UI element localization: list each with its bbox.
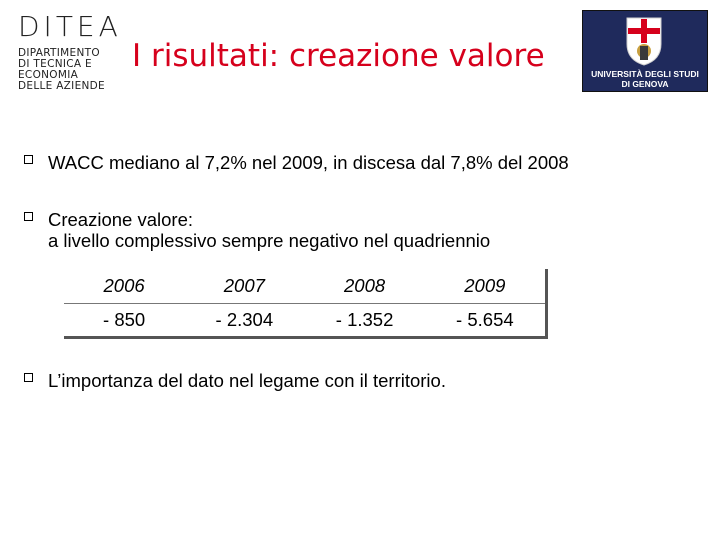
university-logo-line: UNIVERSITÀ DEGLI STUDI [591,69,699,79]
slide-title: I risultati: creazione valore [132,38,545,74]
bullet-text-line: a livello complessivo sempre negativo nel quadriennio [48,230,491,251]
ditea-logo-word: DITEA [18,10,122,43]
university-logo-line: DI GENOVA [621,79,669,89]
university-shield-icon [625,16,663,66]
square-bullet-icon [24,212,33,221]
ditea-logo-line: DI TECNICA E [18,58,92,70]
ditea-logo [14,10,122,94]
table-header-cell: 2008 [304,269,424,304]
square-bullet-icon [24,373,33,382]
ditea-logo-line: ECONOMIA [18,69,79,81]
table-header-cell: 2006 [64,269,184,304]
university-logo-text [583,69,707,89]
ditea-logo-line: DIPARTIMENTO [18,47,100,59]
bullet-text: L’importanza del dato nel legame con il territorio. [48,370,446,391]
ditea-logo-line: DELLE AZIENDE [18,80,105,92]
table-header-cell: 2009 [425,269,547,304]
table-row [64,304,547,338]
table-header-cell: 2007 [184,269,304,304]
table-cell: - 850 [103,309,146,330]
value-creation-table [64,269,548,339]
university-logo [582,10,708,92]
table-cell: - 2.304 [215,309,274,330]
ditea-logo-lines [18,48,105,92]
square-bullet-icon [24,155,33,164]
bullet-text: WACC mediano al 7,2% nel 2009, in discesa dal 7,8% del 2008 [48,152,569,173]
table-cell: - 1.352 [335,309,394,330]
bullet-text [48,209,490,251]
table-cell: - 5.654 [456,309,514,330]
table-header-row [64,269,547,304]
bullet-text-line: Creazione valore: [48,209,193,230]
